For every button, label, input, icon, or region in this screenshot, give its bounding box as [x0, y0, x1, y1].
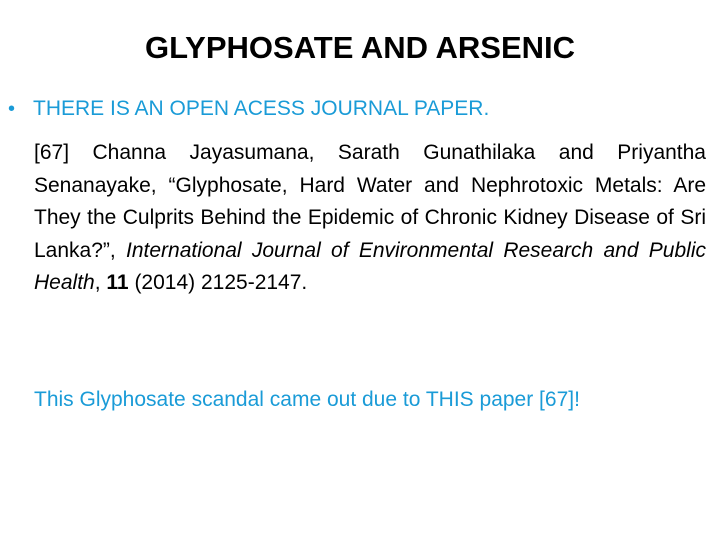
citation-volume: 11: [106, 271, 129, 294]
citation-article-title: “Glyphosate, Hard Water and Nephrotoxic Metals: Are They the Culprits Behind the Epidemic of Chronic Kidney Disease of Sri Lanka?”,: [34, 173, 706, 262]
citation-pages: 2125-2147.: [200, 271, 308, 294]
note-text: This Glyphosate scandal came out due to THIS paper [67]!: [34, 388, 580, 411]
citation: [34, 137, 706, 300]
slide-title: GLYPHOSATE AND ARSENIC: [144, 30, 576, 65]
citation-ref-number: [67]: [34, 141, 70, 164]
citation-year: (2014): [134, 271, 196, 294]
bullet-text: THERE IS AN OPEN ACESS JOURNAL PAPER.: [33, 97, 490, 120]
citation-separator: ,: [94, 271, 101, 294]
citation-journal: International Journal of Environmental Research and Public Health: [34, 238, 706, 294]
citation-authors: Channa Jayasumana, Sarath Gunathilaka and Priyantha Senanayake,: [34, 141, 706, 197]
bullet-icon: •: [8, 98, 16, 120]
